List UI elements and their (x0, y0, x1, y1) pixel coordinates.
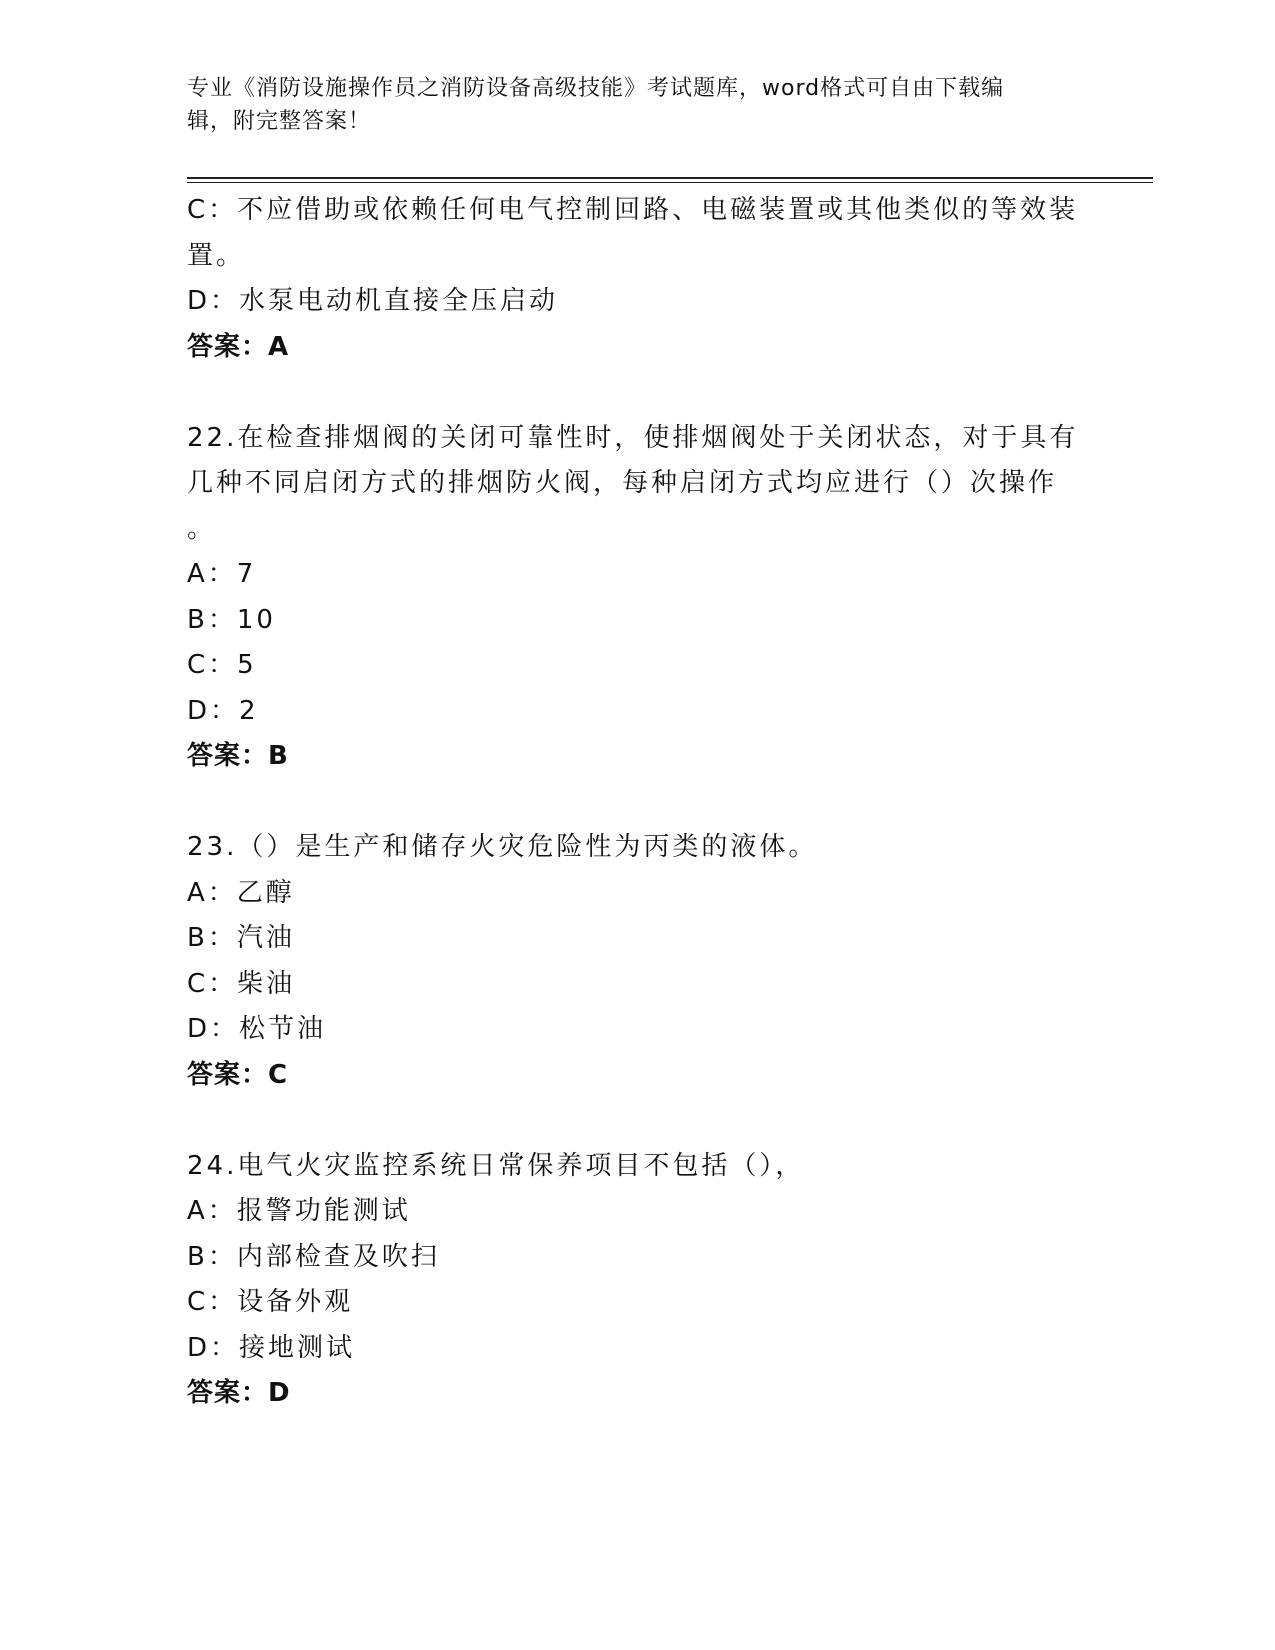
q24-option-a: A：报警功能测试 (187, 1196, 411, 1226)
header-line-1: 专业《消防设施操作员之消防设备高级技能》考试题库，word格式可自由下载编 (187, 76, 1005, 101)
q22-question-line1: 22.在检查排烟阀的关闭可靠性时，使排烟阀处于关闭状态，对于具有 (187, 422, 1079, 453)
q22-answer: 答案：B (187, 741, 289, 771)
q24-option-b: B：内部检查及吹扫 (187, 1241, 440, 1272)
q21-answer: 答案：A (187, 331, 290, 362)
q22-option-b: B：10 (187, 604, 276, 635)
q21-option-c-line1: C：不应借助或依赖任何电气控制回路、电磁装置或其他类似的等效装 (187, 195, 1079, 225)
q23-option-c: C：柴油 (187, 968, 296, 999)
spacer (187, 370, 1087, 416)
q21-option-c-line2: 置。 (187, 240, 246, 271)
header-divider-top (187, 177, 1153, 179)
q24-option-d: D：接地测试 (187, 1332, 356, 1363)
spacer (187, 1098, 1087, 1144)
q24-answer: 答案：D (187, 1378, 291, 1408)
header-line-2: 辑，附完整答案！ (187, 109, 372, 134)
q24-question: 24.电气火灾监控系统日常保养项目不包括（）， (187, 1150, 805, 1181)
q22-question-line2: 几种不同启闭方式的排烟防火阀，每种启闭方式均应进行（）次操作 (187, 468, 1058, 498)
document-header (187, 72, 1067, 138)
q22-option-d: D：2 (187, 695, 259, 726)
spacer (187, 780, 1087, 826)
q21-option-d: D：水泵电动机直接全压启动 (187, 286, 559, 316)
q23-option-b: B：汽油 (187, 923, 295, 953)
q22-question-line3: 。 (187, 513, 217, 544)
question-list (187, 188, 1087, 1417)
q23-option-d: D：松节油 (187, 1014, 327, 1044)
q22-option-c: C：5 (187, 650, 257, 680)
header-divider-bottom (187, 182, 1153, 183)
q22-option-a: A：7 (187, 559, 257, 589)
q24-option-c: C：设备外观 (187, 1287, 354, 1317)
q23-answer: 答案：C (187, 1059, 289, 1090)
q23-question: 23.（）是生产和储存火灾危险性为丙类的液体。 (187, 832, 818, 862)
q23-option-a: A：乙醇 (187, 877, 295, 908)
